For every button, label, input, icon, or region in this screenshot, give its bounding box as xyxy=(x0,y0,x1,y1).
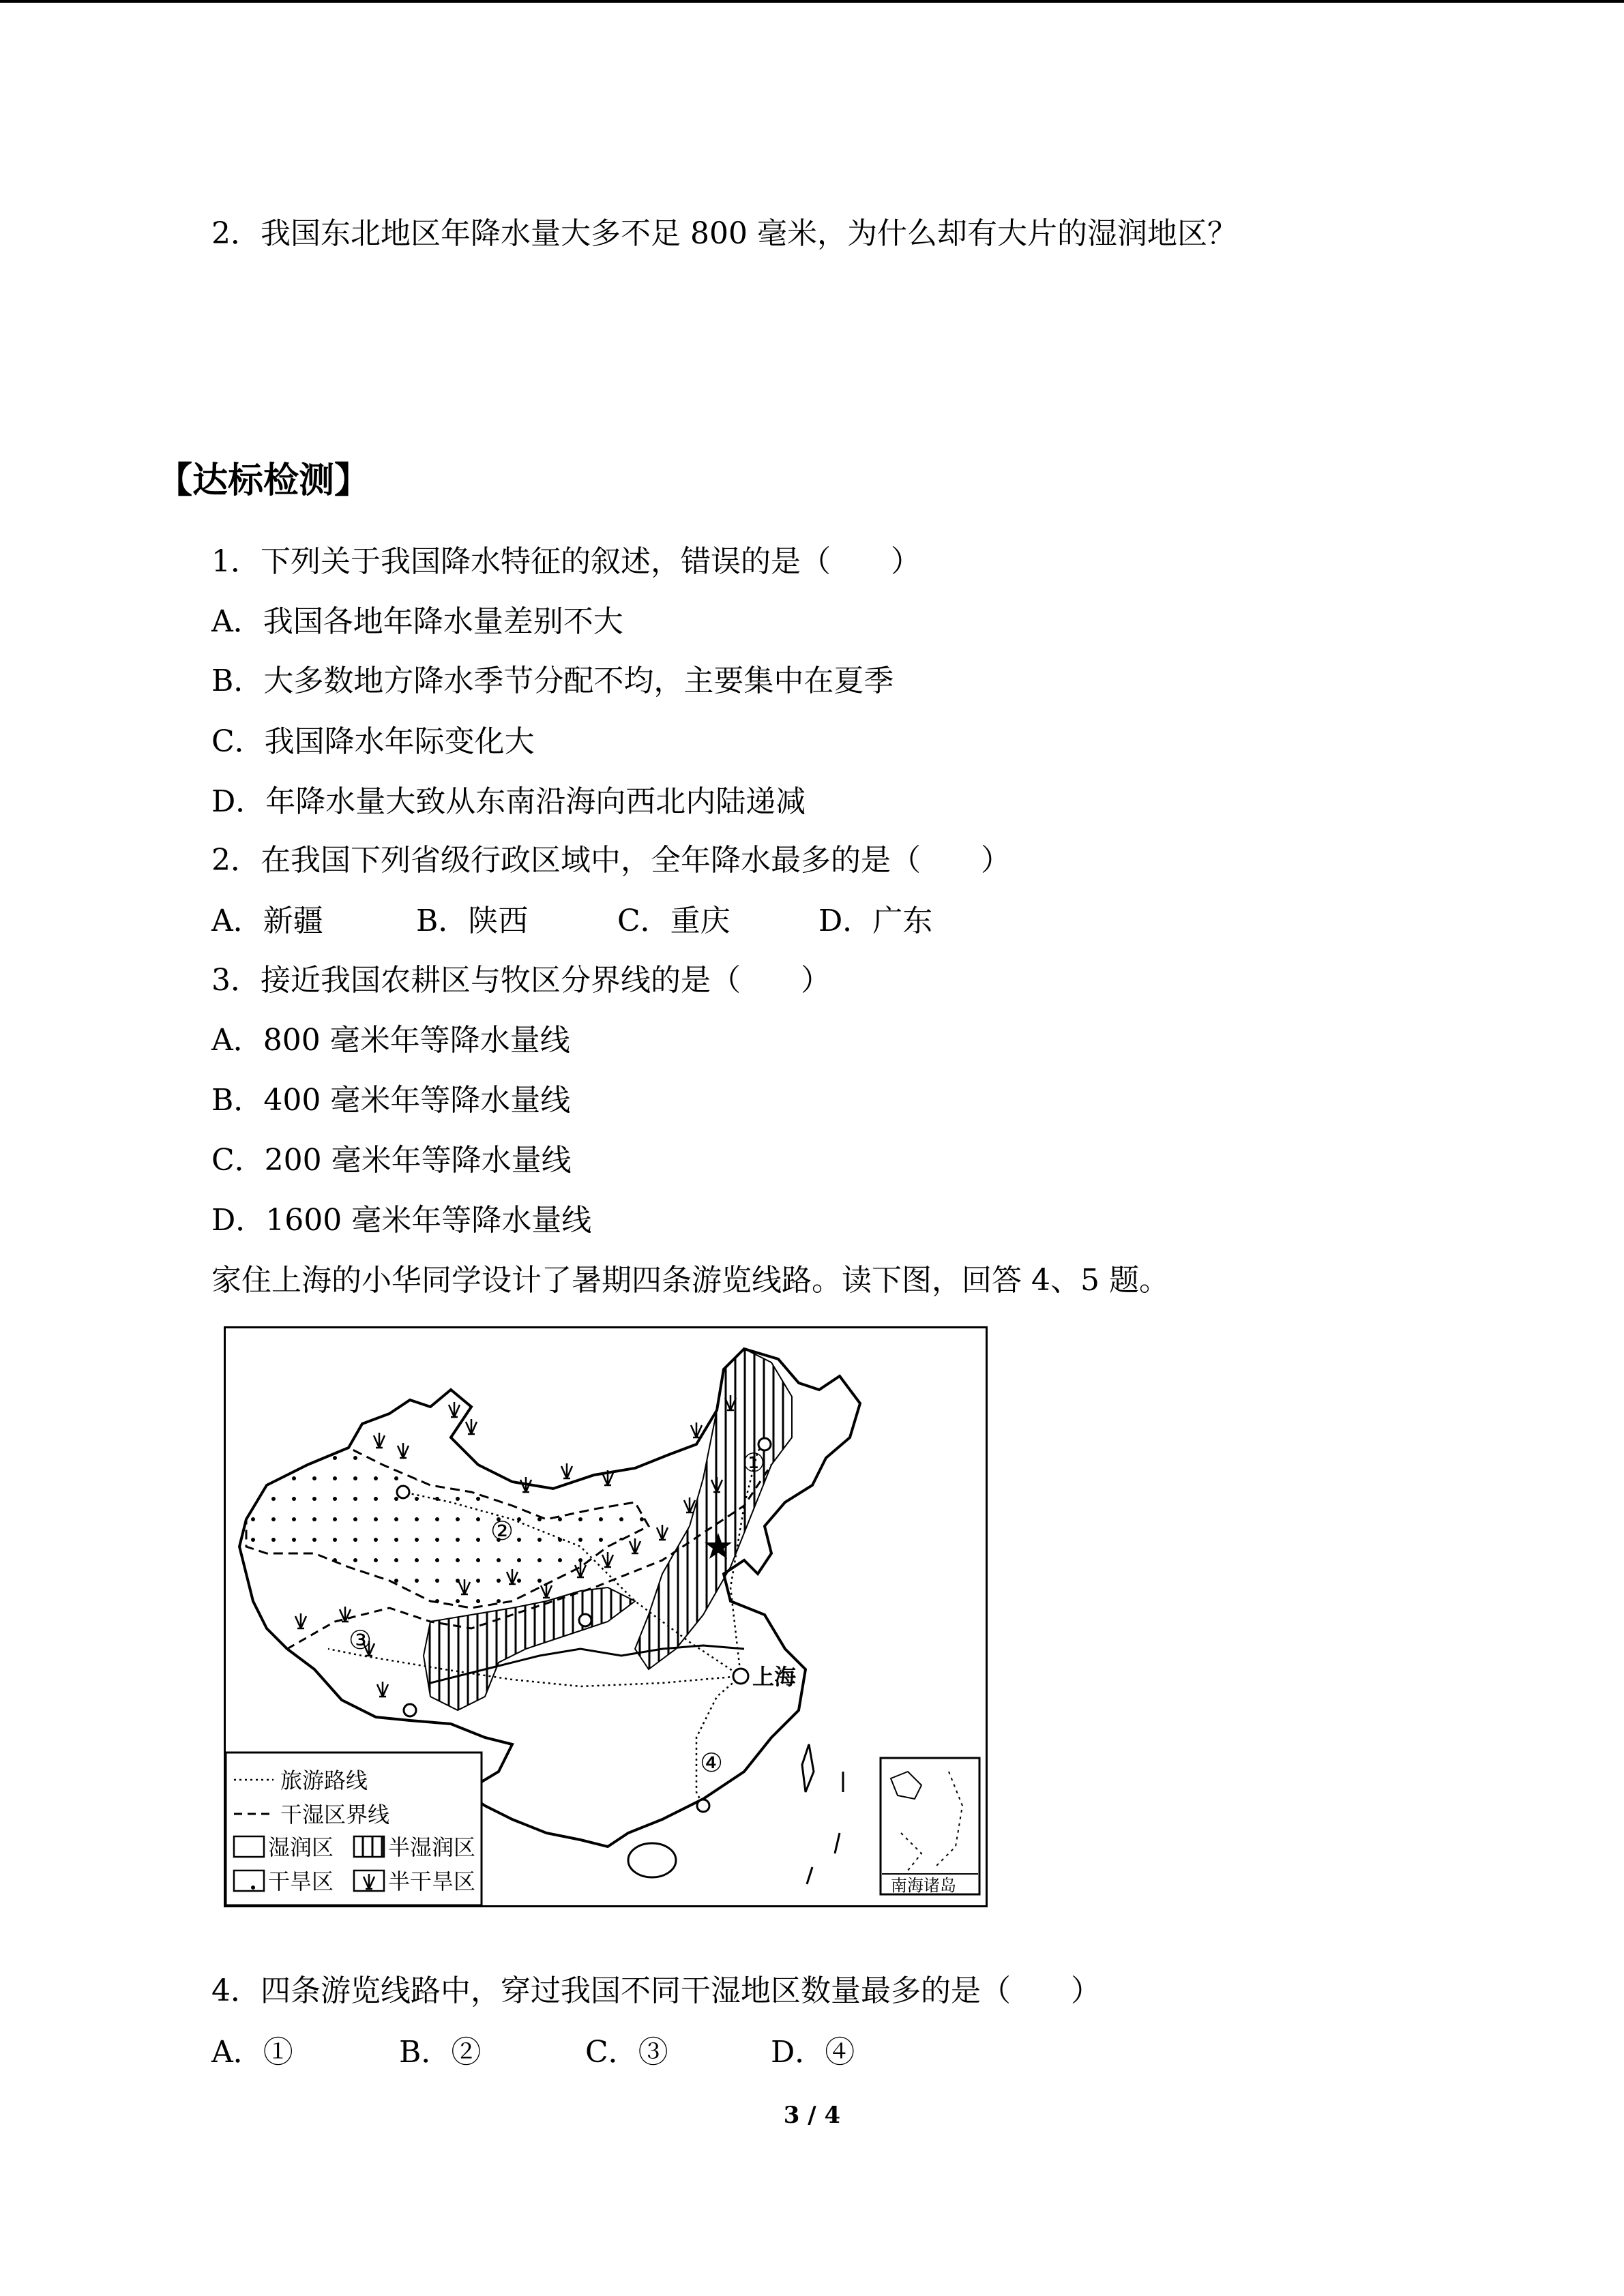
q4-option-a: A．① xyxy=(211,2035,293,2070)
map-drawing xyxy=(226,1328,986,1905)
q3-option-c: C．200 毫米年等降水量线 xyxy=(211,1143,572,1178)
legend-semi-humid: 半湿润区 xyxy=(388,1834,476,1860)
legend-boundary: 干湿区界线 xyxy=(280,1802,390,1828)
q2-option-a: A．新疆 xyxy=(211,904,323,938)
q4-stem: 4．四条游览线路中，穿过我国不同干湿地区数量最多的是（ ） xyxy=(211,1973,1101,2008)
shanghai-dot xyxy=(733,1669,748,1684)
taiwan-island xyxy=(802,1744,814,1792)
q4-option-c: C．③ xyxy=(585,2035,668,2070)
q4-option-b: B．② xyxy=(399,2035,482,2070)
legend-semi-arid: 半干旱区 xyxy=(388,1868,476,1894)
semi-humid-plateau xyxy=(424,1587,635,1710)
q3-stem: 3．接近我国农耕区与牧区分界线的是（ ） xyxy=(211,963,831,998)
shanghai-label: 上海 xyxy=(752,1664,797,1690)
q1-option-a: A．我国各地年降水量差别不大 xyxy=(211,604,623,639)
q4-option-d: D．④ xyxy=(771,2035,855,2070)
legend-arid: 干旱区 xyxy=(268,1868,334,1894)
route-marker-3: ③ xyxy=(349,1625,372,1655)
q1-option-c: C．我国降水年际变化大 xyxy=(211,724,535,759)
arid-region xyxy=(246,1448,649,1608)
map-intro: 家住上海的小华同学设计了暑期四条游览线路。读下图，回答 4、5 题。 xyxy=(211,1263,1169,1298)
top-border xyxy=(0,0,1624,3)
inset-label: 南海诸岛 xyxy=(891,1876,956,1895)
q1-option-d: D．年降水量大致从东南沿海向西北内陆递减 xyxy=(211,784,806,819)
page-number: 3 / 4 xyxy=(783,2102,841,2129)
legend-route: 旅游路线 xyxy=(280,1768,368,1793)
q2-option-d: D．广东 xyxy=(818,904,933,938)
route-marker-2: ② xyxy=(490,1516,514,1546)
q3-option-a: A．800 毫米年等降水量线 xyxy=(211,1023,570,1058)
section-title: 【达标检测】 xyxy=(157,460,370,501)
q3-option-d: D．1600 毫米年等降水量线 xyxy=(211,1203,592,1238)
q3-option-b: B．400 毫米年等降水量线 xyxy=(211,1083,571,1118)
question-2-previous: 2．我国东北地区年降水量大多不足 800 毫米，为什么却有大片的湿润地区？ xyxy=(211,216,1237,251)
q2-option-c: C．重庆 xyxy=(617,904,730,938)
legend-humid: 湿润区 xyxy=(268,1834,334,1860)
route-marker-4: ④ xyxy=(700,1748,724,1778)
q2-stem: 2．在我国下列省级行政区域中，全年降水最多的是（ ） xyxy=(211,843,1011,878)
q2-option-b: B．陕西 xyxy=(416,904,529,938)
q1-stem: 1．下列关于我国降水特征的叙述，错误的是（ ） xyxy=(211,544,921,579)
route-marker-1: ① xyxy=(742,1448,766,1478)
q1-option-b: B．大多数地方降水季节分配不均，主要集中在夏季 xyxy=(211,664,894,698)
hainan-island xyxy=(628,1843,676,1877)
china-dryness-map xyxy=(224,1326,988,1907)
